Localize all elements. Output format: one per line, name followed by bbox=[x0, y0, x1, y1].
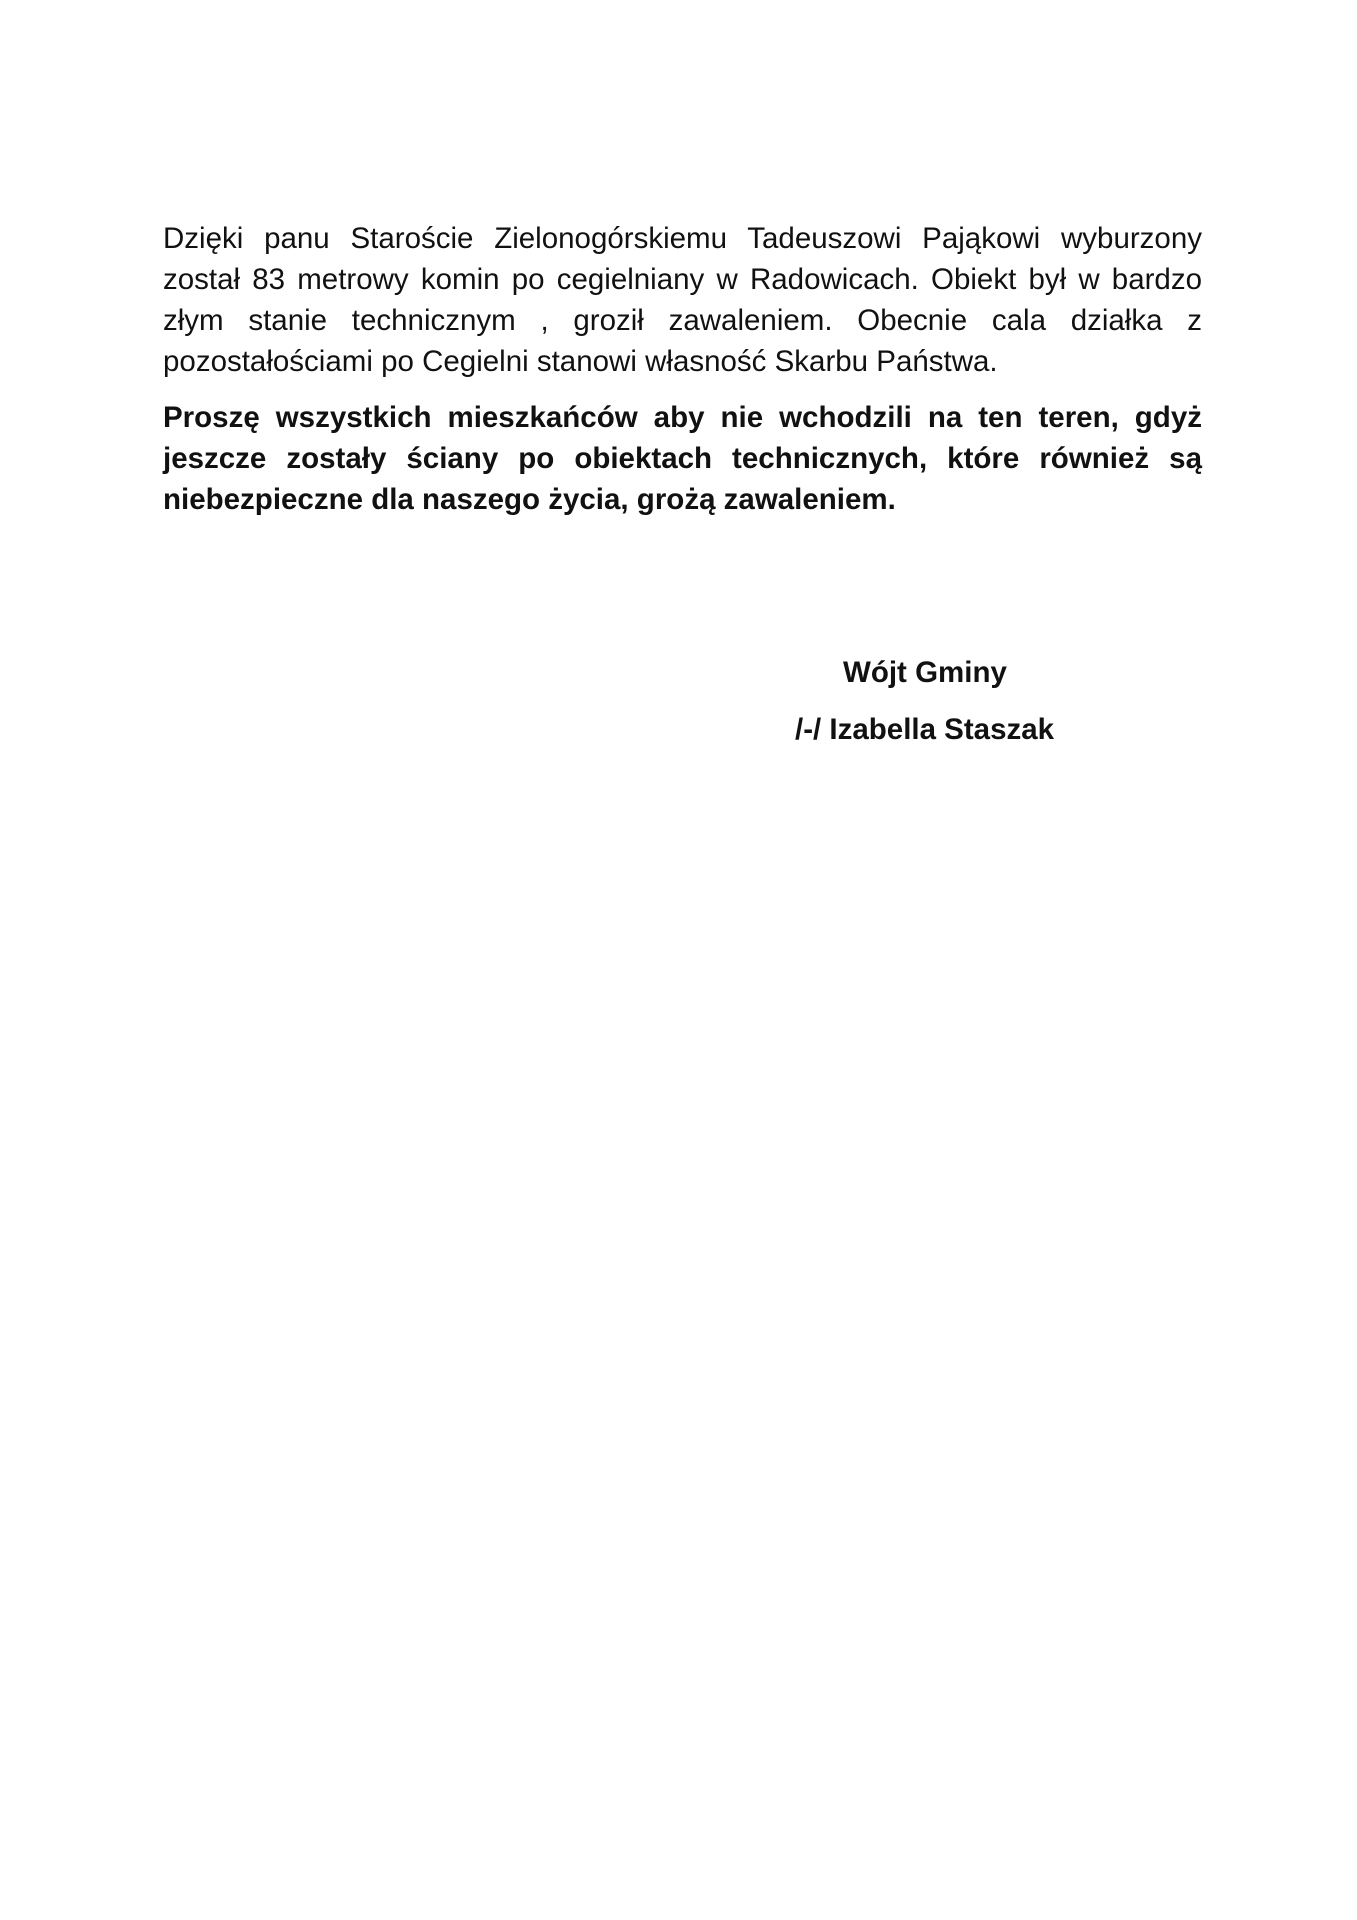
announcement-paragraph: Dzięki panu Staroście Zielonogórskiemu Tadeuszowi Pająkowi wyburzony został 83 metrowy komin po cegielniany w Radowicach. Obiekt był w bardzo złym stanie technicznym , groził zawaleniem. Obecnie cala działka z pozostałościami po Cegielni stanowi własność Skarbu Państwa. bbox=[163, 222, 1202, 378]
signature-title: Wójt Gminy bbox=[843, 656, 1007, 689]
signature-name: /-/ Izabella Staszak bbox=[795, 713, 1055, 746]
warning-paragraph: Proszę wszystkich mieszkańców aby nie wchodzili na ten teren, gdyż jeszcze zostały ściany po obiektach technicznych, które również są niebezpieczne dla naszego życia, grożą zawaleniem. bbox=[163, 401, 1202, 516]
